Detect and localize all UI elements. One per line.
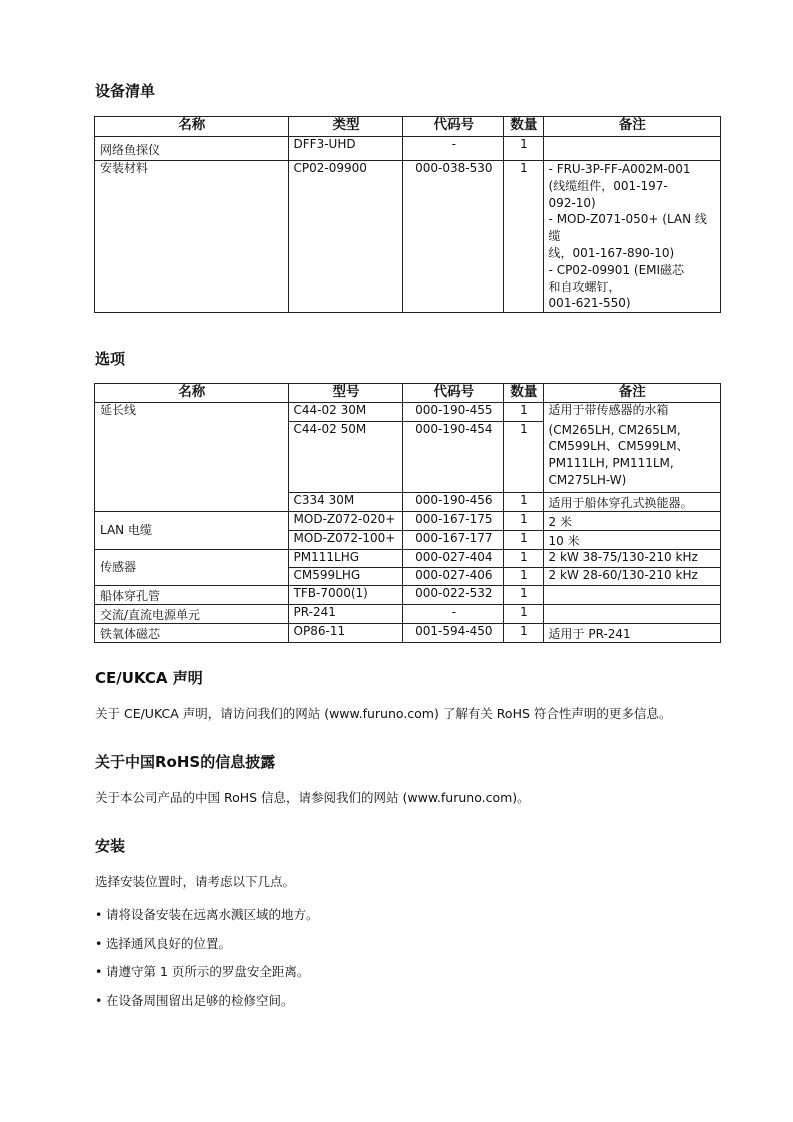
bullet-text: 请遵守第 1 页所示的罗盘安全距离。 [106,964,310,979]
options-title: 选项 [95,350,126,368]
cell-type: CP02-09900 [288,161,403,313]
table-row [95,403,721,422]
list-item [95,991,294,1009]
cell-code: 000-190-454 [403,422,504,493]
cell-qty: 1 [504,605,543,624]
remarks-line: CM275LH-W) [548,472,627,487]
cell-qty: 1 [504,493,543,512]
cell-remarks [543,422,720,493]
remarks-line: 092-10) [548,195,596,210]
cell-remarks: 10 米 [543,531,720,550]
ce-text: 关于 CE/UKCA 声明，请访问我们的网站 (www.furuno.com) 了解有关 RoHS 符合性声明的更多信息。 [95,706,672,721]
cell-type: OP86-11 [288,624,403,643]
cell-code: 000-022-532 [403,586,504,605]
header-remarks: 备注 [543,117,720,137]
cell-type: MOD-Z072-020+ [288,512,403,531]
list-item [95,962,309,980]
remarks-line: 缆 [548,229,561,244]
table-header-row [95,384,721,403]
cell-type: C44-02 30M [288,403,403,422]
table-row [95,512,721,531]
cell-name: 安装材料 [95,161,289,313]
cell-qty: 1 [504,568,543,586]
cell-name: 网络鱼探仪 [95,137,289,161]
install-title: 安装 [95,837,126,855]
cell-remarks: 2 kW 28-60/130-210 kHz [543,568,720,586]
cell-type: DFF3-UHD [288,137,403,161]
cell-name: 传感器 [95,550,289,586]
remarks-line: 和自攻螺钉， [548,279,621,294]
cell-code: 001-594-450 [403,624,504,643]
bullet-text: 选择通风良好的位置。 [106,936,232,951]
equipment-list-title: 设备清单 [95,82,156,100]
install-intro: 选择安装位置时，请考虑以下几点。 [95,874,296,889]
cell-code: - [403,605,504,624]
cell-type: C44-02 50M [288,422,403,493]
cell-remarks: 适用于 PR-241 [543,624,720,643]
cell-remarks: 适用于带传感器的水箱 [543,403,720,422]
table-row [95,586,721,605]
header-name: 名称 [95,384,289,403]
cell-type: MOD-Z072-100+ [288,531,403,550]
cell-qty: 1 [504,512,543,531]
remarks-line: (CM265LH, CM265LM, [548,422,681,437]
cell-qty: 1 [504,531,543,550]
list-item [95,905,319,923]
cell-qty: 1 [504,550,543,568]
cell-code: 000-167-175 [403,512,504,531]
cell-remarks [543,605,720,624]
bullet-icon: • [95,964,103,979]
cell-type: PM111LHG [288,550,403,568]
bullet-icon: • [95,993,103,1008]
header-code: 代码号 [403,384,504,403]
table-row [95,624,721,643]
remarks-line: CM599LH、CM599LM、 [548,439,689,454]
cell-code: 000-038-530 [403,161,504,313]
cell-qty: 1 [504,161,543,313]
cell-remarks [543,161,720,313]
remarks-line: (线缆组件，001-197- [548,178,668,193]
bullet-text: 请将设备安装在远离水溅区域的地方。 [106,907,319,922]
remarks-line: - MOD-Z071-050+ (LAN 线 [548,212,707,227]
ce-title: CE/UKCA 声明 [95,669,203,687]
table-row [95,550,721,568]
cell-name: 铁氧体磁芯 [95,624,289,643]
bullet-icon: • [95,936,103,951]
rohs-title: 关于中国RoHS的信息披露 [95,753,276,771]
bullet-text: 在设备周围留出足够的检修空间。 [106,993,294,1008]
cell-remarks: 2 kW 38-75/130-210 kHz [543,550,720,568]
cell-code: 000-027-406 [403,568,504,586]
cell-name: 延长线 [95,403,289,512]
list-item [95,934,231,952]
equipment-table [94,116,721,313]
cell-code: 000-027-404 [403,550,504,568]
cell-type: PR-241 [288,605,403,624]
remarks-line: PM111LH, PM111LM, [548,456,674,471]
cell-qty: 1 [504,422,543,493]
header-type: 型号 [288,384,403,403]
cell-code: 000-190-456 [403,493,504,512]
remarks-line: 001-621-550) [548,296,631,311]
header-code: 代码号 [403,117,504,137]
cell-name: LAN 电缆 [95,512,289,550]
bullet-icon: • [95,907,103,922]
cell-qty: 1 [504,403,543,422]
table-header-row [95,117,721,137]
cell-remarks: 适用于船体穿孔式换能器。 [543,493,720,512]
table-row [95,137,721,161]
cell-remarks: 2 米 [543,512,720,531]
table-row [95,161,721,313]
header-remarks: 备注 [543,384,720,403]
options-table [94,383,721,643]
cell-code: - [403,137,504,161]
cell-remarks [543,586,720,605]
remarks-line: - CP02-09901 (EMI磁芯 [548,262,685,277]
header-qty: 数量 [504,117,543,137]
header-name: 名称 [95,117,289,137]
cell-qty: 1 [504,586,543,605]
table-row [95,605,721,624]
header-qty: 数量 [504,384,543,403]
cell-type: CM599LHG [288,568,403,586]
remarks-line: - FRU-3P-FF-A002M-001 [548,162,691,176]
cell-remarks [543,137,720,161]
cell-qty: 1 [504,137,543,161]
cell-name: 交流/直流电源单元 [95,605,289,624]
rohs-text: 关于本公司产品的中国 RoHS 信息，请参阅我们的网站 (www.furuno.com)。 [95,790,530,805]
cell-code: 000-190-455 [403,403,504,422]
cell-type: TFB-7000(1) [288,586,403,605]
cell-name: 船体穿孔管 [95,586,289,605]
cell-qty: 1 [504,624,543,643]
remarks-line: 线，001-167-890-10) [548,245,675,260]
header-type: 类型 [288,117,403,137]
cell-code: 000-167-177 [403,531,504,550]
cell-type: C334 30M [288,493,403,512]
